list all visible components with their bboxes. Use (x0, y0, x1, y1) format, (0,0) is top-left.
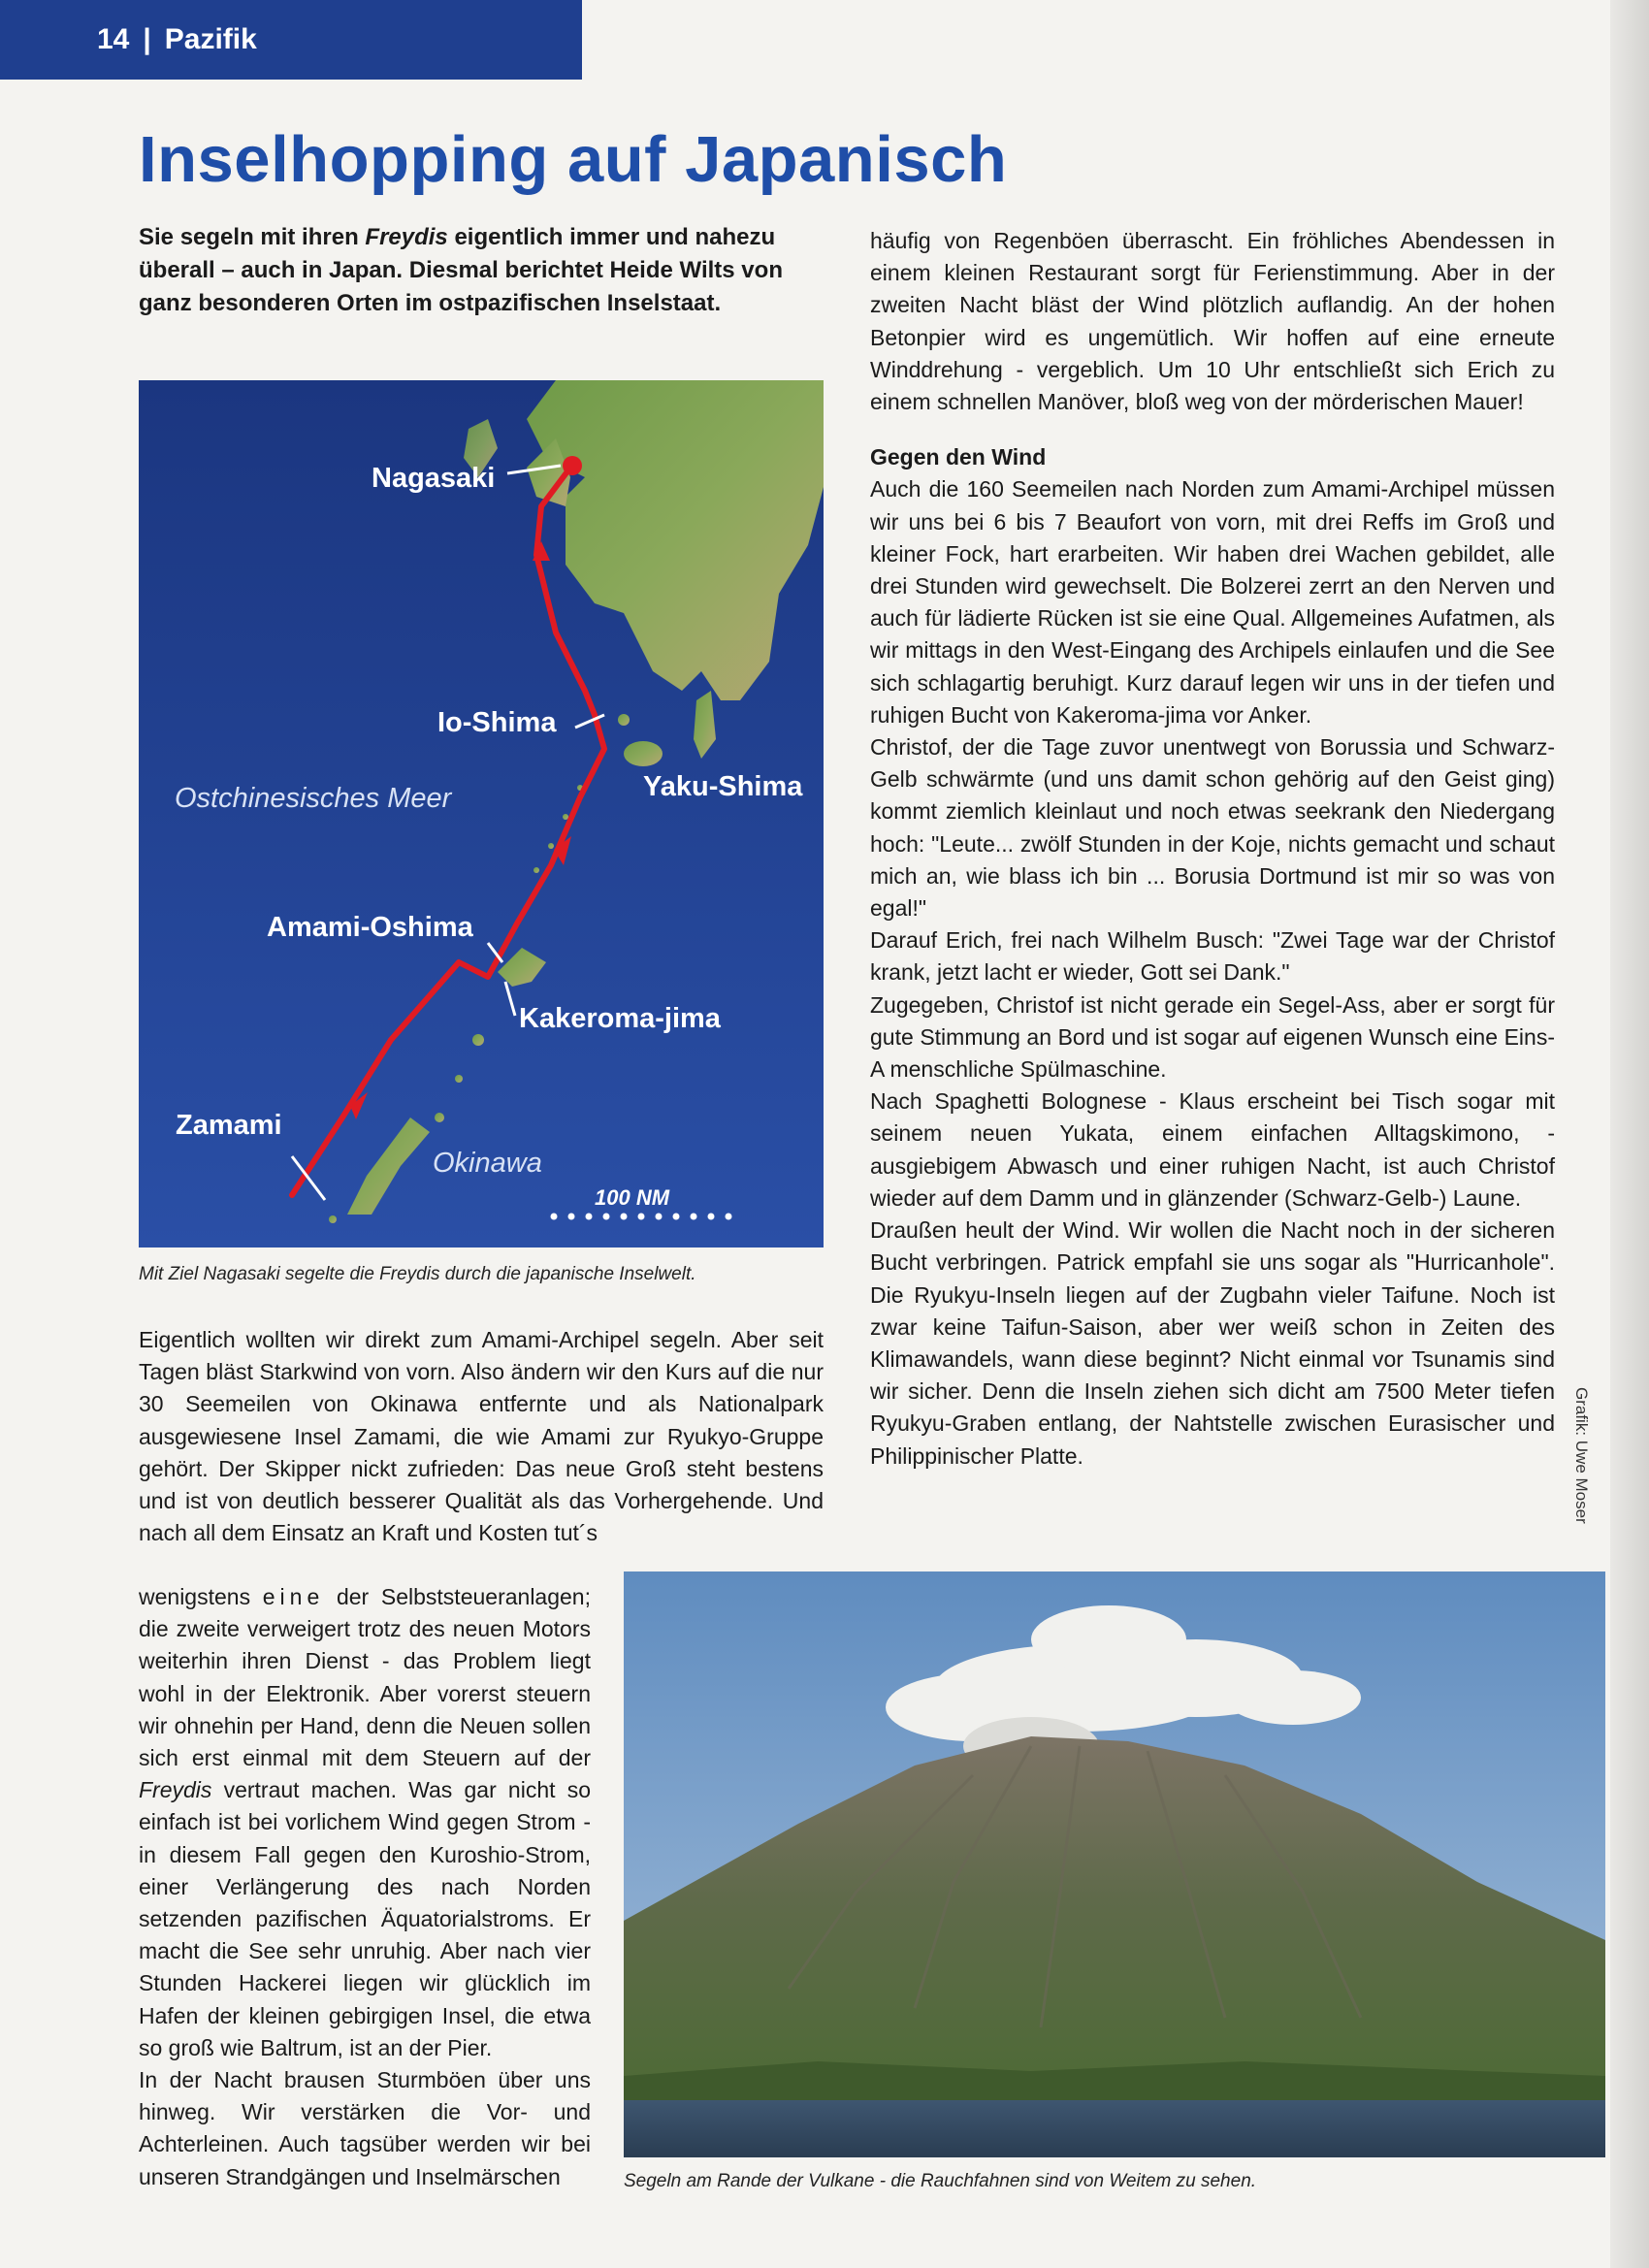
paragraph: Draußen heult der Wind. Wir wollen die Nacht noch in der sicheren Bucht verbringen. Patrick empfahl sie uns sogar als "Hurricanhole". Die Ryukyu-Inseln liegen auf der Zugbahn vieler Taifune. Noch ist zwar keine Taifun-Saison, aber wer weiß schon in Zeiten des Klimawandels, wann diese beginnt? Nicht einmal vor Tsunamis sind wir sicher. Denn die Inseln ziehen sich dicht am 7500 Meter tiefen Ryukyu-Graben entlang, der Nahtstelle zwischen Eurasischer und Philippinischer Platte. (870, 1217, 1555, 1469)
right-column (870, 225, 1555, 1473)
paragraph: Nach Spaghetti Bolognese - Klaus erscheint bei Tisch sogar mit seinem neuen Yukata, einem einfachen Alltagskimono, - ausgiebigem Abwasch und einer ruhigen Nacht, ist auch Christof wieder auf dem Damm und in glänzender (Schwarz-Gelb-) Laune. (870, 1088, 1555, 1211)
paragraph: wenigstens eine der Selbststeueranlagen; die zweite verweigert trotz des neuen Motors weiterhin ihren Dienst - das Problem liegt wohl in der Elektronik. Aber vorerst steuern wir ohnehin per Hand, denn die Neuen sollen sich erst einmal mit dem Steuern auf der Freydis vertraut machen. Was gar nicht so einfach ist bei vorlichem Wind gegen Strom - in diesem Fall gegen den Kuroshio-Strom, einer Verlängerung des nach Norden setzenden pazifischen Äquatorialstroms. Er macht die See sehr unruhig. Aber nach vier Stunden Hackerei liegen wir glücklich im Hafen der kleinen gebirgigen Insel, die etwa so groß wie Baltrum, ist an der Pier. (139, 1584, 591, 2060)
section-heading: Gegen den Wind (870, 444, 1047, 470)
map-label-sea: Ostchinesisches Meer (175, 783, 452, 814)
article-title: Inselhopping auf Japanisch (139, 123, 1008, 196)
section-name: Pazifik (164, 23, 257, 55)
paragraph: Darauf Erich, frei nach Wilhelm Busch: "Zwei Tage war der Christof krank, jetzt lacht er wieder, Gott sei Dank." (870, 927, 1555, 986)
paragraph: Auch die 160 Seemeilen nach Norden zum Amami-Archipel müssen wir uns bei 6 bis 7 Beaufort von vorn, mit drei Reffs im Groß und kleiner Fock, hart erarbeiten. Wir haben drei Wachen gebildet, alle drei Stunden wird gewechselt. Die Bolzerei zerrt an den Nerven und auch für lädierte Rücken ist sie eine Qual. Allgemeines Aufatmen, als wir mittags in den West-Eingang des Archipels einlaufen und die See sich schlagartig beruhigt. Kurz darauf legen wir uns in der tiefen und ruhigen Bucht von Kakeroma-jima vor Anker. (870, 476, 1555, 728)
map-scale-label: 100 NM (595, 1185, 670, 1210)
graphic-credit: Grafik: Uwe Moser (1572, 1387, 1591, 1524)
page-number: 14 (97, 23, 130, 55)
map-label-nagasaki: Nagasaki (372, 463, 496, 494)
left-column-bottom (139, 1581, 591, 2193)
article-standfirst: Sie segeln mit ihren Freydis eigentlich immer und nahezu überall – auch in Japan. Diesmal berichtet Heide Wilts von ganz besonderen Orten im ostpazifischen Inselstaat. (139, 224, 783, 317)
map-label-io-shima: Io-Shima (437, 707, 557, 738)
map-label-okinawa: Okinawa (433, 1148, 542, 1179)
paragraph: In der Nacht brausen Sturmböen über uns hinweg. Wir verstärken die Vor- und Achterleinen. Auch tagsüber werden wir bei unseren Strandgängen und Inselmärschen (139, 2067, 591, 2189)
paragraph: Zugegeben, Christof ist nicht gerade ein Segel-Ass, aber er sorgt für gute Stimmung an Bord und ist sogar auf eigenen Wunsch eine Eins-A menschliche Spülmaschine. (870, 991, 1555, 1083)
paragraph: Christof, der die Tage zuvor unentwegt von Borussia und Schwarz-Gelb schwärmte (und uns damit schon gehörig auf den Geist ging) kommt ziemlich kleinlaut und noch etwas seekrank den Niedergang hoch: "Leute... zwölf Stunden in der Koje, nichts gemacht und schaut mich an, wie blass ich bin ... Borusia Dortmund ist mir so was von egal!" (870, 734, 1555, 922)
paragraph: Eigentlich wollten wir direkt zum Amami-Archipel segeln. Aber seit Tagen bläst Starkwind von vorn. Also ändern wir den Kurs auf die nur 30 Seemeilen von Okinawa entfernte und als Nationalpark ausgewiesene Insel Zamami, die wie Amami zur Ryukyo-Gruppe gehört. Der Skipper nickt zufrieden: Das neue Groß steht bestens und ist von deutlich besserer Qualität als das Vorhergehende. Und nach all dem Einsatz an Kraft und Kosten tut´s (139, 1327, 824, 1546)
map-label-amami-oshima: Amami-Oshima (267, 912, 473, 943)
map-caption: Mit Ziel Nagasaki segelte die Freydis durch die japanische Inselwelt. (139, 1264, 696, 1284)
nagasaki-marker (563, 456, 582, 475)
paragraph: häufig von Regenböen überrascht. Ein fröhliches Abendessen in einem kleinen Restaurant sorgt für Ferienstimmung. Aber in der zweiten Nacht bläst der Wind plötzlich auflandig. An der hohen Betonpier wird es ungemütlich. Wir hoffen auf eine erneute Winddrehung - vergeblich. Um 10 Uhr entschließt sich Erich zu einem schnellen Manöver, bloß weg von der mörderischen Mauer! (870, 228, 1555, 415)
map-label-kakeroma-jima: Kakeroma-jima (519, 1003, 721, 1034)
sea-water (624, 2100, 1605, 2157)
photo-caption: Segeln am Rande der Vulkane - die Rauchfahnen sind von Weitem zu sehen. (624, 2171, 1257, 2191)
map-label-zamami: Zamami (176, 1110, 282, 1141)
yaku-shima-island (624, 741, 663, 766)
io-shima-island (618, 714, 630, 726)
volcano-photo (624, 1571, 1605, 2157)
page-edge (1610, 0, 1649, 2268)
page-header: 14 | Pazifik (0, 0, 582, 80)
map-label-yaku-shima: Yaku-Shima (643, 771, 803, 802)
left-column-top (139, 1324, 824, 1549)
route-map (139, 380, 824, 1247)
